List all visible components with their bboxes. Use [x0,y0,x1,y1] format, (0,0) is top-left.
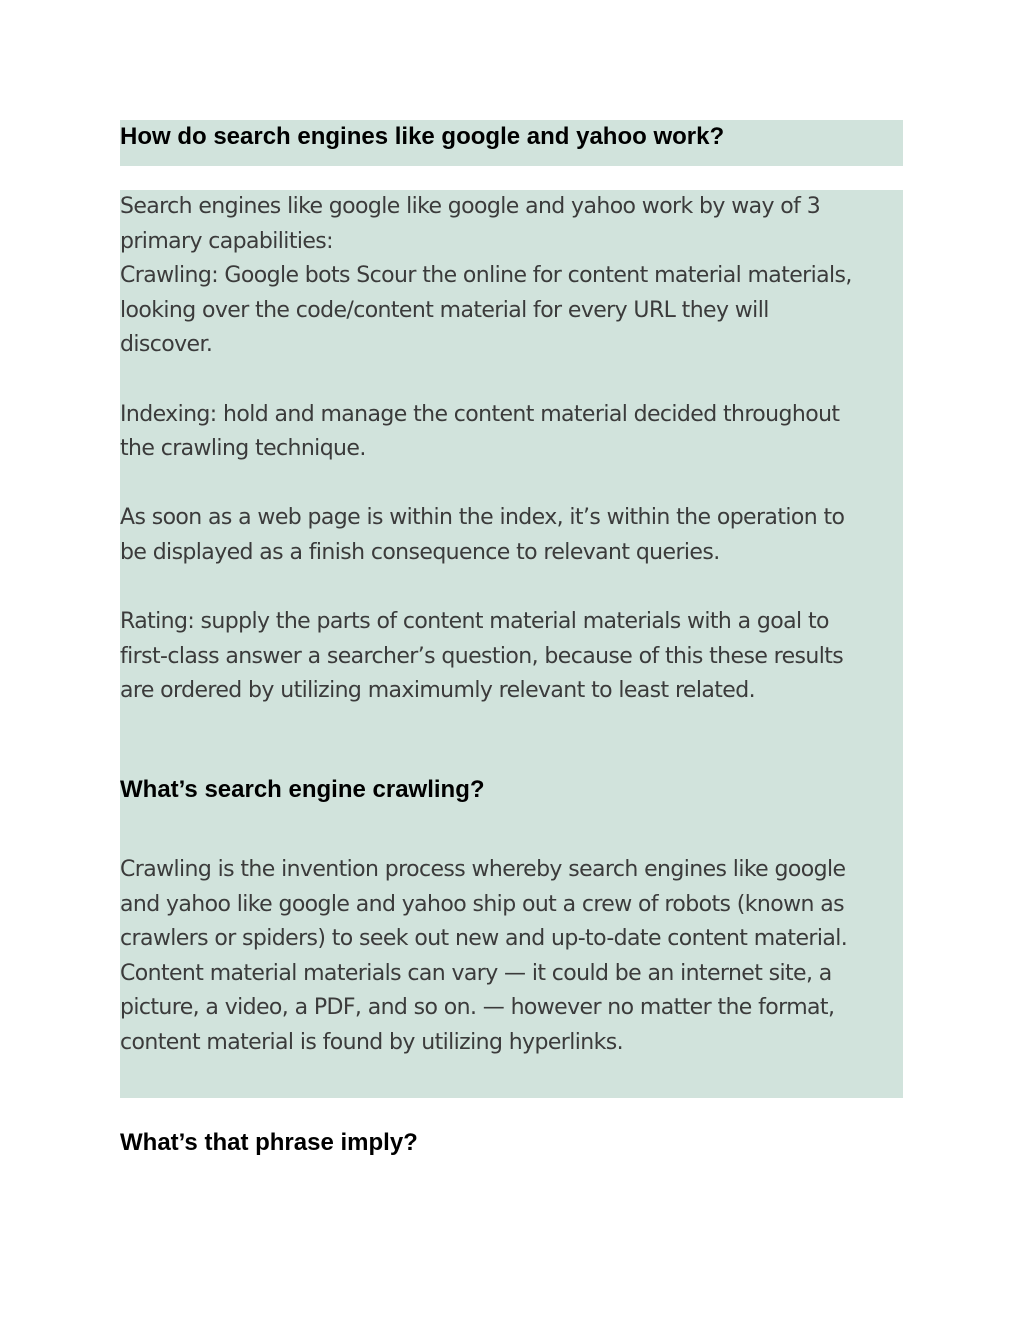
answer-1-line: Indexing: hold and manage the content material decided throughout [120,401,840,427]
answer-1-line: are ordered by utilizing maximumly relevant to least related. [120,678,755,704]
answer-1-line: be displayed as a finish consequence to relevant queries. [120,539,720,565]
question-3-heading: What’s that phrase imply? [120,1129,418,1156]
answer-2-line: content material is found by utilizing hyperlinks. [120,1029,623,1055]
answer-1-line: first-class answer a searcher’s question, because of this these results [120,643,844,669]
question-1-block [120,120,903,166]
answer-2-line: and yahoo like google and yahoo ship out a crew of robots (known as [120,891,844,917]
answer-1-line: primary capabilities: [120,228,333,254]
answer-1-line: the crawling technique. [120,436,366,462]
answer-1-line: Rating: supply the parts of content material materials with a goal to [120,609,829,635]
answer-1-line: As soon as a web page is within the index, it’s within the operation to [120,505,845,531]
answer-1-line [120,571,852,606]
answer-2-line: Crawling is the invention process whereby search engines like google [120,857,846,882]
answer-2-line: Content material materials can vary — it could be an internet site, a [120,960,832,986]
answer-1-line: looking over the code/content material for every URL they will [120,297,769,323]
answer-1-line [120,467,852,502]
answer-2-paragraph [120,853,847,1061]
answer-1-paragraph [120,190,852,709]
answer-1-line [120,363,852,398]
question-2-heading: What’s search engine crawling? [120,776,485,803]
answer-2-line: picture, a video, a PDF, and so on. — however no matter the format, [120,995,835,1021]
answer-1-line: Crawling: Google bots Scour the online for content material materials, [120,263,852,289]
answer-2-line: crawlers or spiders) to seek out new and up-to-date content material. [120,926,848,952]
answer-1-line: discover. [120,332,213,358]
answer-1-line: Search engines like google like google and yahoo work by way of 3 [120,194,821,219]
question-1-heading: How do search engines like google and yahoo work? [120,123,725,150]
answer-block [120,190,903,1098]
